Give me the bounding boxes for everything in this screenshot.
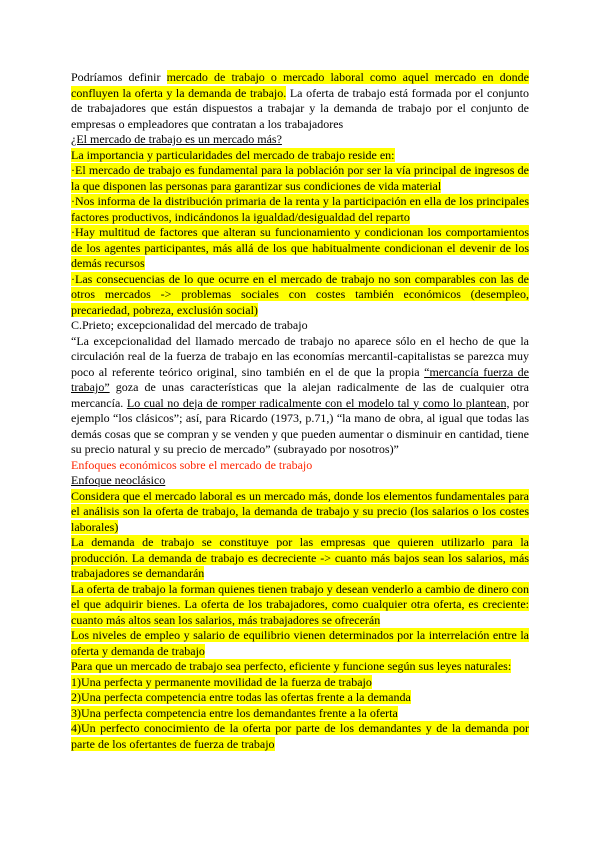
condition-item-1 [71, 675, 529, 691]
intro-text-post: La oferta de trabajo está formada por el conjunto de trabajadores que están dispuestos a trabajar y la demanda de trabajo por el conjunto de empresas o empleadores que contratan a los trabajadores [71, 85, 529, 131]
condition-item-1-text: 1)Una perfecta y permanente movilidad de la fuerza de trabajo [71, 674, 372, 689]
neoclassic-paragraph-3-text: La oferta de trabajo la forman quienes tienen trabajo y desean venderlo a cambio de dinero con el que adquirir bienes. La oferta de los trabajadores, como cualquier otra oferta, es creciente: cuanto más altos sean los salarios, más trabajadores se ofrecerán [71, 581, 529, 627]
condition-item-4 [71, 721, 529, 752]
neoclassic-paragraph-3 [71, 582, 529, 629]
quote-underlined-2: Lo cual no deja de romper radicalmente con el modelo tal y como lo plantean, [126, 395, 510, 410]
bullet-item-4 [71, 272, 529, 319]
neoclassic-paragraph-4-text: Los niveles de empleo y salario de equilibrio vienen determinados por la interrelación entre la oferta y demanda de trabajo [71, 628, 529, 658]
quote-part-3: por ejemplo “los clásicos”; así, para Ricardo (1973, p.71,) “la mano de obra, al igual que todas las demás cosas que se compran y se venden y que pueden aumentar o disminuir en cantidad, tiene su precio natural y su precio de mercado” (subrayado por nosotros)” [71, 395, 530, 456]
condition-item-4-text: 4)Un perfecto conocimiento de la oferta por parte de los demandantes y de la demanda por parte de los ofertantes de fuerza de trabajo [71, 721, 529, 751]
condition-item-2-text: 2)Una perfecta competencia entre todas las ofertas frente a la demanda [71, 690, 411, 704]
quote-underlined-1: “mercancía fuerza de trabajo” [71, 364, 530, 394]
bullet-item-4-text: ·Las consecuencias de lo que ocurre en el mercado de trabajo no son comparables con las de otros mercados -> problemas sociales con costes también económicos (desempleo, precariedad, pobreza, exclusión social) [71, 271, 529, 317]
bullet-item-1-text: ·El mercado de trabajo es fundamental para la población por ser la vía principal de ingresos de la que disponen las personas para garantizar sus condiciones de vida material [71, 163, 529, 193]
heading-enfoque-neoclasico: Enfoque neoclásico [71, 473, 166, 487]
neoclassic-paragraph-4 [71, 628, 529, 659]
intro-text-highlighted: mercado de trabajo o mercado laboral como aquel mercado en donde confluyen la oferta y la demanda de trabajo. [71, 70, 529, 100]
intro-paragraph [71, 70, 529, 132]
neoclassic-paragraph-5 [71, 659, 529, 675]
importance-intro-text: La importancia y particularidades del mercado de trabajo reside en: [71, 147, 395, 162]
quote-part-2: goza de unas características que la alejan radicalmente de las de cualquier otra mercancía. [71, 380, 529, 410]
condition-item-3-text: 3)Una perfecta competencia entre los demandantes frente a la oferta [71, 705, 398, 720]
neoclassic-paragraph-2-text: La demanda de trabajo se constituye por las empresas que quieren utilizarlo para la producción. La demanda de trabajo es decreciente -> cuanto más bajos sean los salarios, más trabajadores se demandarán [71, 535, 529, 580]
quote-part-1: “La excepcionalidad del llamado mercado de trabajo no aparece sólo en el hecho de que la circulación real de la fuerza de trabajo en las economías mercantil-capitalistas se parezca muy poco al referente teórico original, sino también en el de que la propia [71, 333, 529, 379]
section-heading-enfoques: Enfoques económicos sobre el mercado de trabajo [71, 457, 313, 472]
intro-text-pre: Podríamos definir [71, 70, 167, 84]
bullet-item-3 [71, 225, 529, 272]
condition-item-3 [71, 706, 529, 722]
bullet-item-2-text: ·Nos informa de la distribución primaria de la renta y la participación en ella de los principales factores productivos, indicándonos la igualdad/desigualdad del reparto [71, 194, 529, 224]
neoclassic-paragraph-1-text: Considera que el mercado laboral es un mercado más, donde los elementos fundamentales para el análisis son la oferta de trabajo, la demanda de trabajo y su precio (los salarios o los costes laborales) [71, 488, 529, 534]
bullet-item-1 [71, 163, 529, 194]
quote-paragraph [71, 334, 529, 458]
bullet-item-2 [71, 194, 529, 225]
condition-item-2 [71, 690, 529, 706]
heading-mercado-mas: ¿El mercado de trabajo es un mercado más? [71, 132, 282, 146]
neoclassic-paragraph-5-text: Para que un mercado de trabajo sea perfecto, eficiente y funcione según sus leyes naturales: [71, 659, 512, 673]
neoclassic-paragraph-1 [71, 489, 529, 536]
importance-intro-line [71, 148, 529, 164]
neoclassic-paragraph-2 [71, 535, 529, 582]
bullet-item-3-text: ·Hay multitud de factores que alteran su funcionamiento y condicionan los comportamientos de los agentes participantes, más allá de los que habitualmente condicionan el devenir de los demás recursos [71, 225, 529, 270]
prieto-caption: C.Prieto; excepcionalidad del mercado de trabajo [71, 318, 308, 332]
